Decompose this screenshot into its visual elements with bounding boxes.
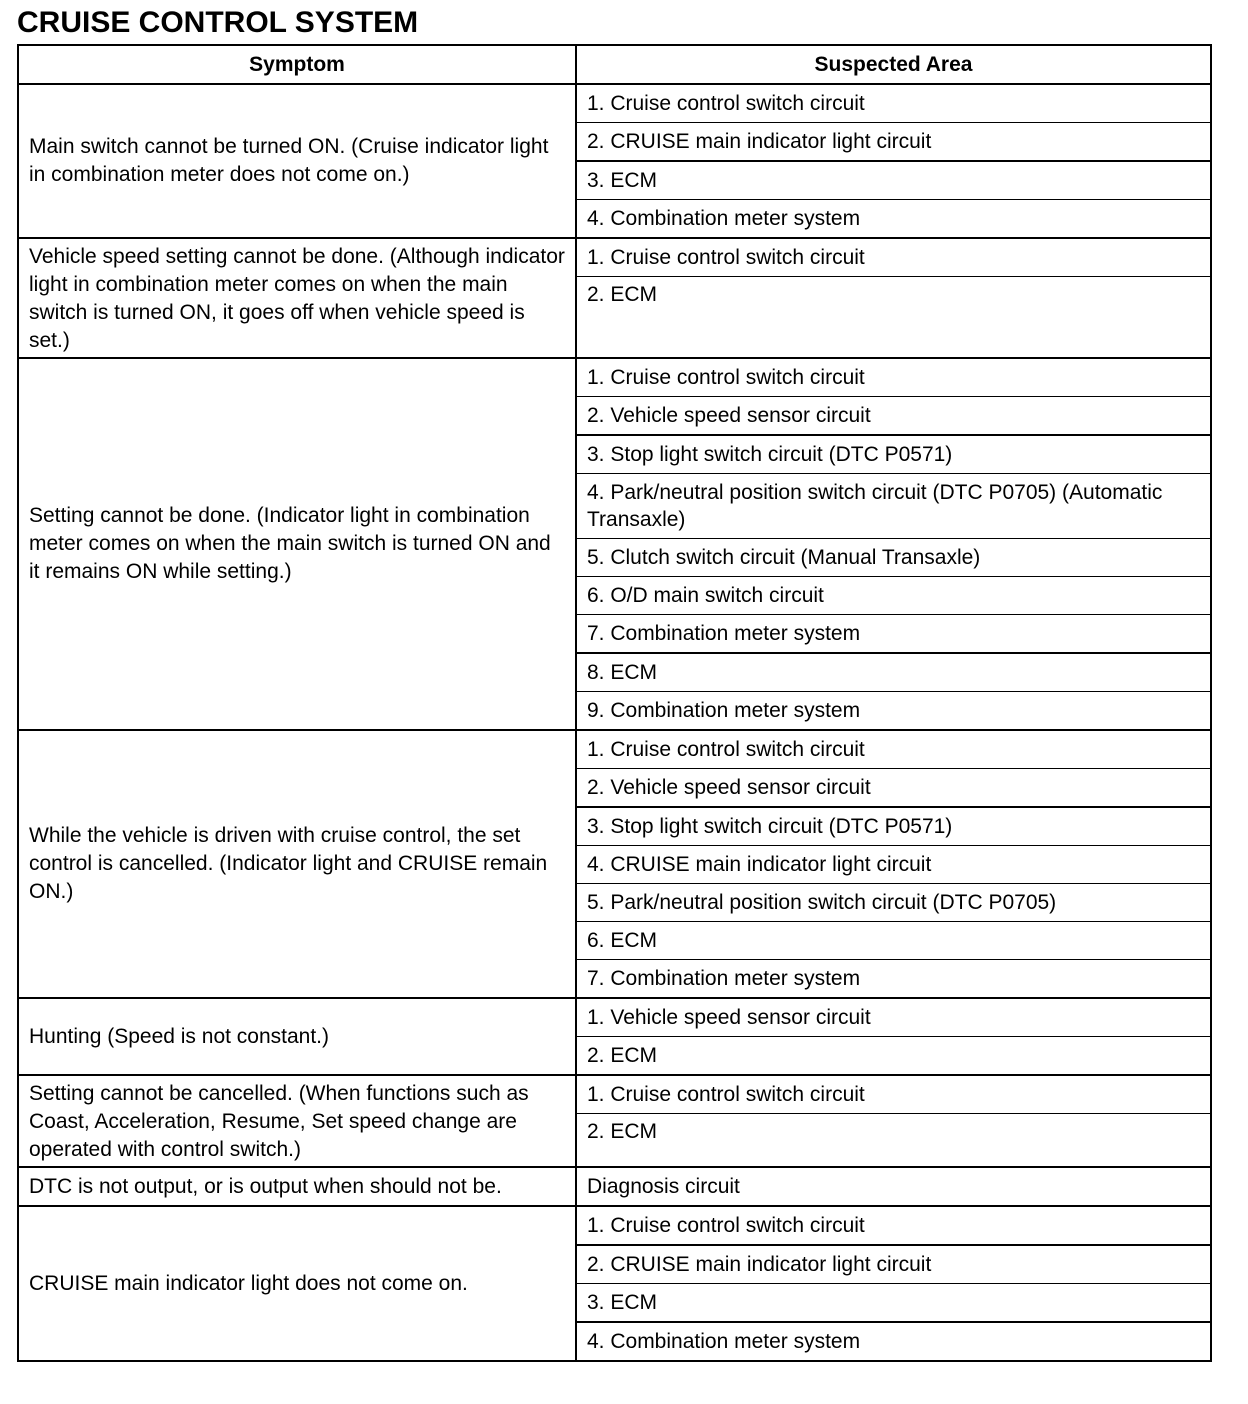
suspected-area-cell: 8. ECM bbox=[576, 653, 1211, 692]
suspected-area-column-header: Suspected Area bbox=[576, 45, 1211, 84]
suspected-area-cell: 7. Combination meter system bbox=[576, 615, 1211, 654]
suspected-area-cell: 1. Cruise control switch circuit bbox=[576, 730, 1211, 769]
suspected-area-cell: 1. Cruise control switch circuit bbox=[576, 238, 1211, 277]
suspected-area-cell: Diagnosis circuit bbox=[576, 1167, 1211, 1206]
suspected-area-cell: 7. Combination meter system bbox=[576, 960, 1211, 999]
suspected-area-cell: 3. ECM bbox=[576, 1284, 1211, 1323]
table-row bbox=[18, 1206, 1211, 1245]
suspected-area-cell: 6. O/D main switch circuit bbox=[576, 577, 1211, 615]
symptom-cell: Setting cannot be done. (Indicator light in combination meter comes on when the main switch is turned ON and it remains ON while setting.) bbox=[18, 358, 576, 730]
suspected-area-cell: 2. Vehicle speed sensor circuit bbox=[576, 397, 1211, 436]
symptom-table bbox=[17, 44, 1212, 1362]
suspected-area-cell: 5. Park/neutral position switch circuit (DTC P0705) bbox=[576, 884, 1211, 922]
page-title: CRUISE CONTROL SYSTEM bbox=[17, 6, 419, 39]
suspected-area-cell: 3. Stop light switch circuit (DTC P0571) bbox=[576, 435, 1211, 474]
table-row bbox=[18, 358, 1211, 397]
suspected-area-cell: 3. ECM bbox=[576, 161, 1211, 200]
symptom-cell: Vehicle speed setting cannot be done. (Although indicator light in combination meter comes on when the main switch is turned ON, it goes off when vehicle speed is set.) bbox=[18, 238, 576, 358]
symptom-cell: While the vehicle is driven with cruise control, the set control is cancelled. (Indicator light and CRUISE remain ON.) bbox=[18, 730, 576, 998]
suspected-area-cell: 9. Combination meter system bbox=[576, 692, 1211, 731]
symptom-cell: DTC is not output, or is output when should not be. bbox=[18, 1167, 576, 1206]
suspected-area-cell: 2. ECM bbox=[576, 277, 1211, 359]
table-header-row bbox=[18, 45, 1211, 84]
symptom-cell: Setting cannot be cancelled. (When functions such as Coast, Acceleration, Resume, Set speed change are operated with control switch.) bbox=[18, 1075, 576, 1167]
suspected-area-cell: 5. Clutch switch circuit (Manual Transaxle) bbox=[576, 539, 1211, 577]
suspected-area-cell: 4. Combination meter system bbox=[576, 1322, 1211, 1361]
table-row bbox=[18, 238, 1211, 277]
suspected-area-cell: 1. Vehicle speed sensor circuit bbox=[576, 998, 1211, 1037]
suspected-area-cell: 2. Vehicle speed sensor circuit bbox=[576, 769, 1211, 808]
suspected-area-cell: 1. Cruise control switch circuit bbox=[576, 84, 1211, 123]
suspected-area-cell: 1. Cruise control switch circuit bbox=[576, 1075, 1211, 1114]
table-row bbox=[18, 84, 1211, 123]
suspected-area-cell: 2. ECM bbox=[576, 1114, 1211, 1168]
symptom-cell: CRUISE main indicator light does not come on. bbox=[18, 1206, 576, 1361]
suspected-area-cell: 4. CRUISE main indicator light circuit bbox=[576, 846, 1211, 884]
table-row bbox=[18, 1167, 1211, 1206]
table-row bbox=[18, 730, 1211, 769]
symptom-column-header: Symptom bbox=[18, 45, 576, 84]
table-row bbox=[18, 1075, 1211, 1114]
suspected-area-cell: 2. CRUISE main indicator light circuit bbox=[576, 1245, 1211, 1284]
suspected-area-cell: 4. Combination meter system bbox=[576, 200, 1211, 239]
suspected-area-cell: 1. Cruise control switch circuit bbox=[576, 1206, 1211, 1245]
suspected-area-cell: 2. CRUISE main indicator light circuit bbox=[576, 123, 1211, 162]
suspected-area-cell: 6. ECM bbox=[576, 922, 1211, 960]
suspected-area-cell: 1. Cruise control switch circuit bbox=[576, 358, 1211, 397]
suspected-area-cell: 2. ECM bbox=[576, 1037, 1211, 1076]
symptom-cell: Hunting (Speed is not constant.) bbox=[18, 998, 576, 1075]
table-row bbox=[18, 998, 1211, 1037]
suspected-area-cell: 4. Park/neutral position switch circuit (DTC P0705) (Automatic Transaxle) bbox=[576, 474, 1211, 539]
suspected-area-cell: 3. Stop light switch circuit (DTC P0571) bbox=[576, 807, 1211, 846]
symptom-cell: Main switch cannot be turned ON. (Cruise indicator light in combination meter does not come on.) bbox=[18, 84, 576, 238]
